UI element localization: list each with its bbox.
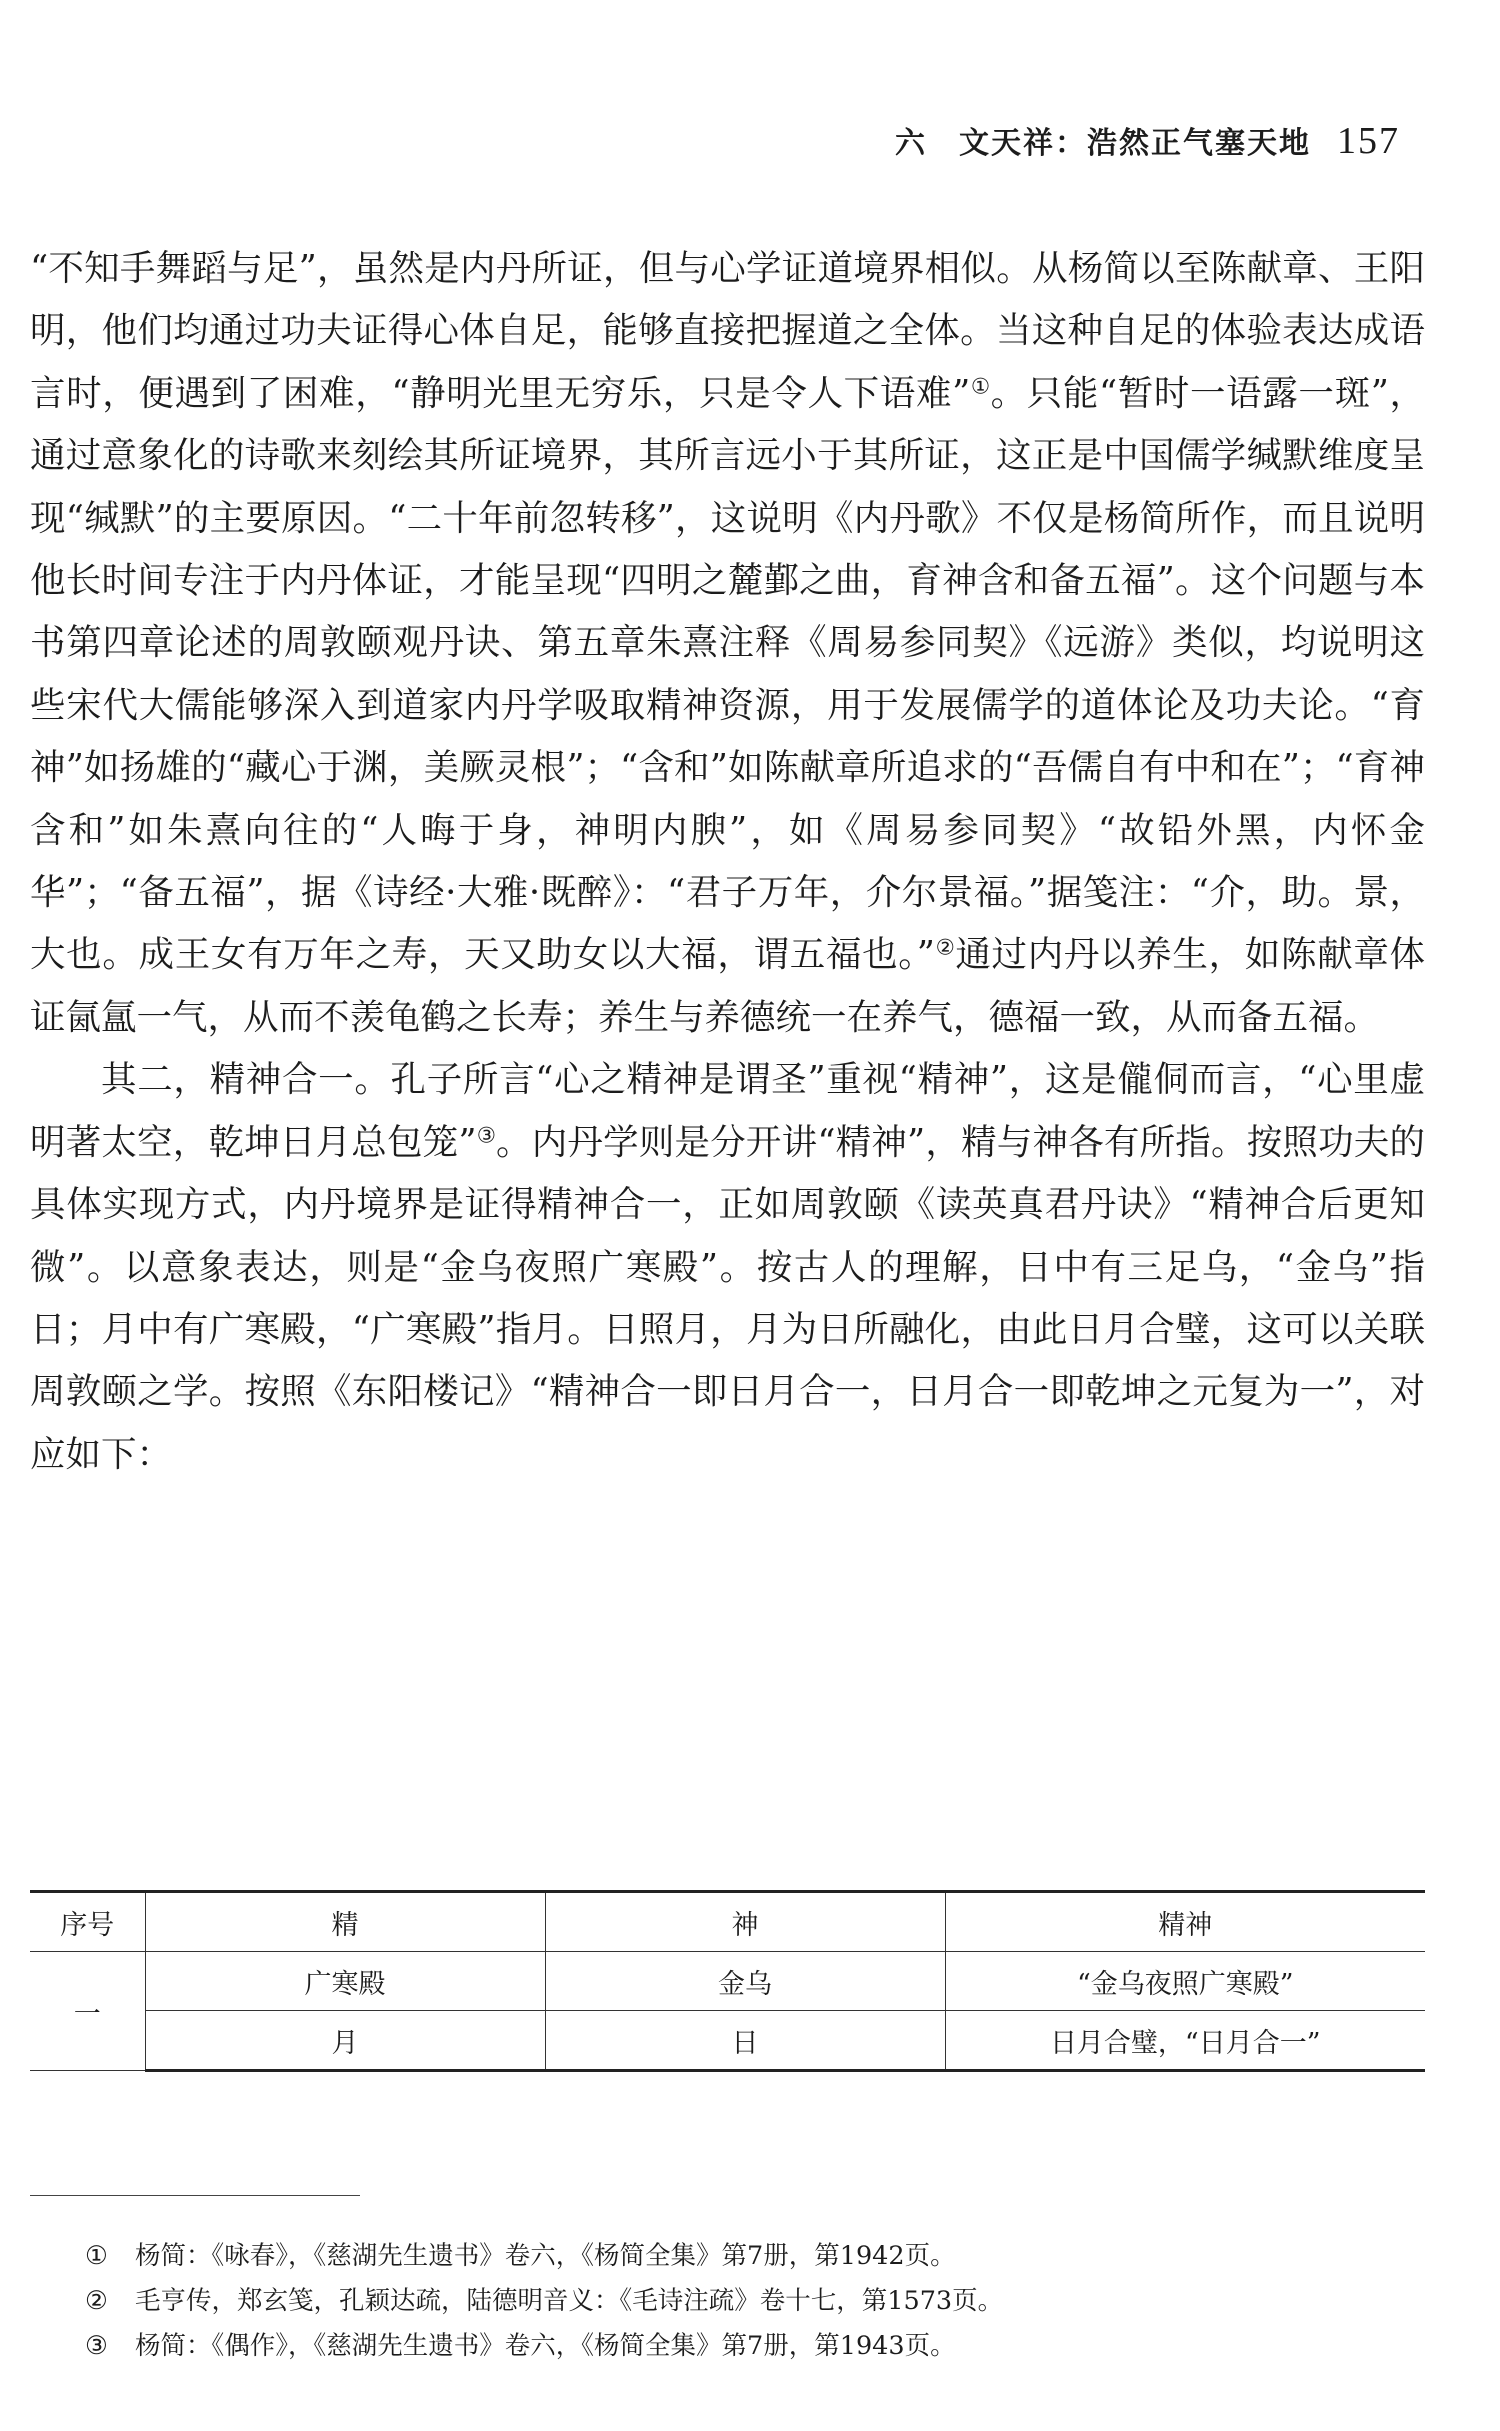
footnote-ref-3[interactable]: ③ bbox=[476, 1122, 497, 1148]
table-header-cell: 序号 bbox=[30, 1892, 145, 1952]
table-cell: 日 bbox=[545, 2011, 945, 2071]
running-header bbox=[895, 118, 1400, 163]
footnote-mark: ① bbox=[85, 2241, 108, 2271]
footnote-mark: ③ bbox=[85, 2331, 108, 2361]
page-number: 157 bbox=[1337, 120, 1400, 162]
footnote-text: 杨简：《咏春》，《慈湖先生遗书》卷六，《杨简全集》第7册，第1942页。 bbox=[135, 2241, 956, 2271]
paragraph-1: “不知手舞蹈与足”，虽然是内丹所证，但与心学证道境界相似。从杨简以至陈献章、王阳明，他们均通过功夫证得心体自足，能够直接把握道之全体。当这种自足的体验表达成语言时，便遇到了困难，“静明光里无穷乐，只是令人下语难”①。只能“暂时一语露一斑”，通过意象化的诗歌来刻绘其所证境界，其所言远小于其所证，这正是中国儒学缄默维度呈现“缄默”的主要原因。“二十年前忽转移”，这说明《内丹歌》不仅是杨简所作，而且说明他长时间专注于内丹体证，才能呈现“四明之麓鄞之曲，育神含和备五福”。这个问题与本书第四章论述的周敦颐观丹诀、第五章朱熹注释《周易参同契》《远游》类似，均说明这些宋代大儒能够深入到道家内丹学吸取精神资源，用于发展儒学的道体论及功夫论。“育神”如扬雄的“藏心于渊，美厥灵根”；“含和”如陈献章所追求的“吾儒自有中和在”；“育神含和”如朱熹向往的“人晦于身，神明内腴”，如《周易参同契》“故铅外黑，内怀金华”；“备五福”，据《诗经·大雅·既醉》：“君子万年，介尔景福。”据笺注：“介，助。景，大也。成王女有万年之寿，天又助女以大福，谓五福也。”②通过内丹以养生，如陈献章体证氤氲一气，从而不羡龟鹤之长寿；养生与养德统一在养气，德福一致，从而备五福。 bbox=[30, 248, 1425, 1038]
footnote-1 bbox=[85, 2234, 1425, 2279]
table-cell: 广寒殿 bbox=[145, 1952, 545, 2011]
table-cell: 金乌 bbox=[545, 1952, 945, 2011]
footnotes bbox=[85, 2234, 1425, 2369]
table-cell: “金乌夜照广寒殿” bbox=[945, 1952, 1425, 2011]
footnote-ref-1[interactable]: ① bbox=[970, 374, 991, 400]
footnote-text: 杨简：《偶作》，《慈湖先生遗书》卷六，《杨简全集》第7册，第1943页。 bbox=[135, 2331, 956, 2361]
table-header-row bbox=[30, 1892, 1425, 1952]
table-cell: 月 bbox=[145, 2011, 545, 2071]
footnote-divider bbox=[30, 2195, 360, 2196]
table-cell: 日月合璧，“日月合一” bbox=[945, 2011, 1425, 2071]
body-text bbox=[30, 238, 1425, 1486]
table-row bbox=[30, 2011, 1425, 2071]
paragraph-2: 其二，精神合一。孔子所言“心之精神是谓圣”重视“精神”，这是儱侗而言，“心里虚明著太空，乾坤日月总包笼”③。内丹学则是分开讲“精神”，精与神各有所指。按照功夫的具体实现方式，内丹境界是证得精神合一，正如周敦颐《读英真君丹诀》“精神合后更知微”。以意象表达，则是“金乌夜照广寒殿”。按古人的理解，日中有三足乌，“金乌”指日；月中有广寒殿，“广寒殿”指月。日照月，月为日所融化，由此日月合璧，这可以关联周敦颐之学。按照《东阳楼记》“精神合一即日月合一，日月合一即乾坤之元复为一”，对应如下： bbox=[30, 1059, 1425, 1475]
footnote-ref-2[interactable]: ② bbox=[934, 935, 956, 961]
footnote-mark: ② bbox=[85, 2286, 108, 2316]
table-header-cell: 精 bbox=[145, 1892, 545, 1952]
correspondence-table bbox=[30, 1890, 1425, 2072]
table-group-cell: 一 bbox=[30, 1952, 145, 2071]
footnote-3 bbox=[85, 2324, 1425, 2369]
table-header-cell: 神 bbox=[545, 1892, 945, 1952]
chapter-title: 六 文天祥：浩然正气塞天地 bbox=[895, 126, 1311, 161]
table-header-cell: 精神 bbox=[945, 1892, 1425, 1952]
footnote-text: 毛亨传，郑玄笺，孔颖达疏，陆德明音义：《毛诗注疏》卷十七，第1573页。 bbox=[135, 2286, 1004, 2316]
table-row bbox=[30, 1952, 1425, 2011]
footnote-2 bbox=[85, 2279, 1425, 2324]
